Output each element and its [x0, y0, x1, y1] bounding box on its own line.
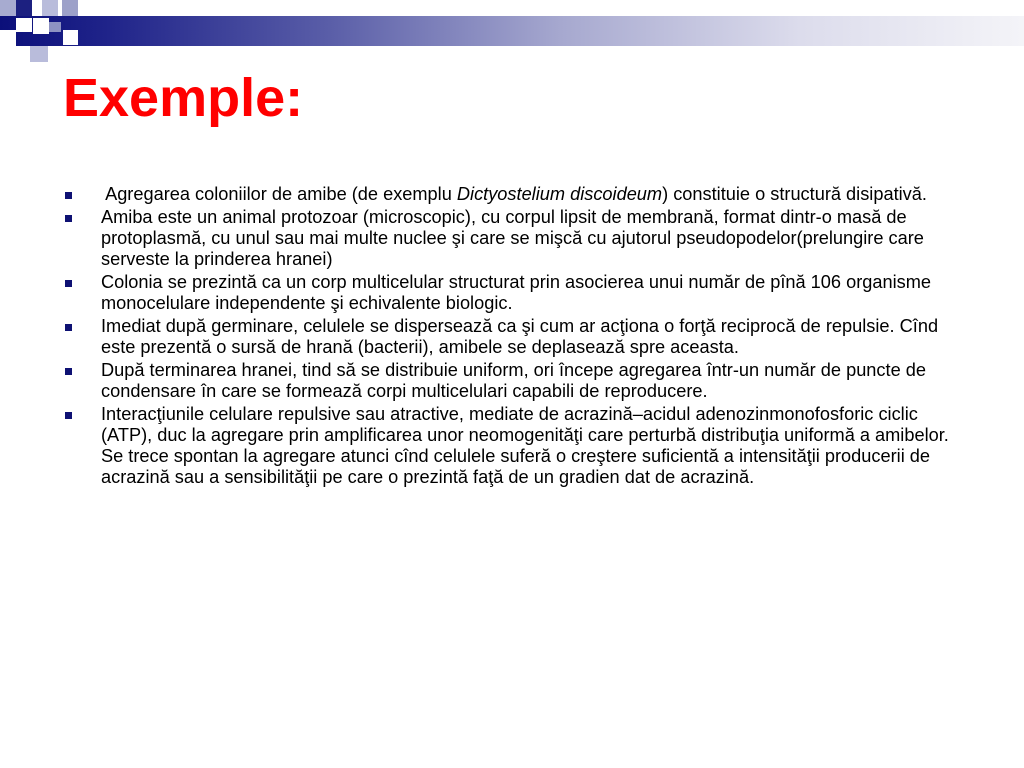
bullet-text: Amiba este un animal protozoar (microscopic), cu corpul lipsit de membrană, format dintr-o masă de protoplasmă, cu unul sau mai multe nuclee şi care se mişcă cu ajutorul pseudopodelor(prelungire care serveste la prinderea hranei)	[101, 207, 924, 269]
bullet-text: Imediat după germinare, celulele se dispersează ca şi cum ar acţiona o forţă reciprocă de repulsie. Cînd este prezentă o sursă de hrană (bacterii), amibele se deplasează spre aceasta.	[101, 316, 939, 357]
decor-square	[33, 18, 49, 34]
decor-square	[0, 0, 16, 16]
decor-square	[30, 46, 48, 62]
bullet-item	[64, 316, 964, 358]
bullet-text: ) constituie o structură disipativă.	[662, 184, 927, 204]
bullet-item	[64, 360, 964, 402]
bullet-list	[64, 184, 964, 490]
decor-square	[0, 30, 16, 46]
decor-square	[16, 18, 32, 32]
bullet-item	[64, 404, 964, 488]
bullet-item	[64, 207, 964, 270]
bullet-text: Agregarea coloniilor de amibe (de exemplu	[105, 184, 457, 204]
square-bullet-icon	[65, 280, 72, 287]
bullet-text: Interacţiunile celulare repulsive sau atractive, mediate de acrazină–acidul adenozinmonofosforic ciclic (ATP), duc la agregare prin amplificarea unor neomogenităţi care perturbă distribuţia uniformă a amibelor. Se trece spontan la agregare atunci cînd celulele suferă o creştere suficientă a intensităţii producerii de acrazină sau a sensibilităţii pe care o prezintă faţă de un gradien dat de acrazină.	[101, 404, 949, 487]
square-bullet-icon	[65, 192, 72, 199]
bullet-text: Colonia se prezintă ca un corp multicelular structurat prin asocierea unui număr de pînă 106 organisme monocelulare independente şi echivalente biologic.	[101, 272, 932, 313]
square-bullet-icon	[65, 324, 72, 331]
decor-square	[62, 0, 78, 16]
square-bullet-icon	[65, 215, 72, 222]
decor-square	[42, 0, 58, 16]
bullet-item	[64, 272, 964, 314]
square-bullet-icon	[65, 412, 72, 419]
species-name: Dictyostelium discoideum	[456, 184, 663, 204]
bullet-text: După terminarea hranei, tind să se distribuie uniform, ori începe agregarea într-un număr de puncte de condensare în care se formează corpi multicelulari capabili de reproducere.	[101, 360, 926, 401]
decor-square	[63, 30, 78, 45]
bullet-item	[64, 184, 964, 205]
slide-title: Exemple:	[63, 68, 304, 128]
square-bullet-icon	[65, 368, 72, 375]
decor-square	[49, 22, 61, 32]
decor-square	[16, 0, 32, 16]
header-gradient-bar	[0, 16, 1024, 46]
